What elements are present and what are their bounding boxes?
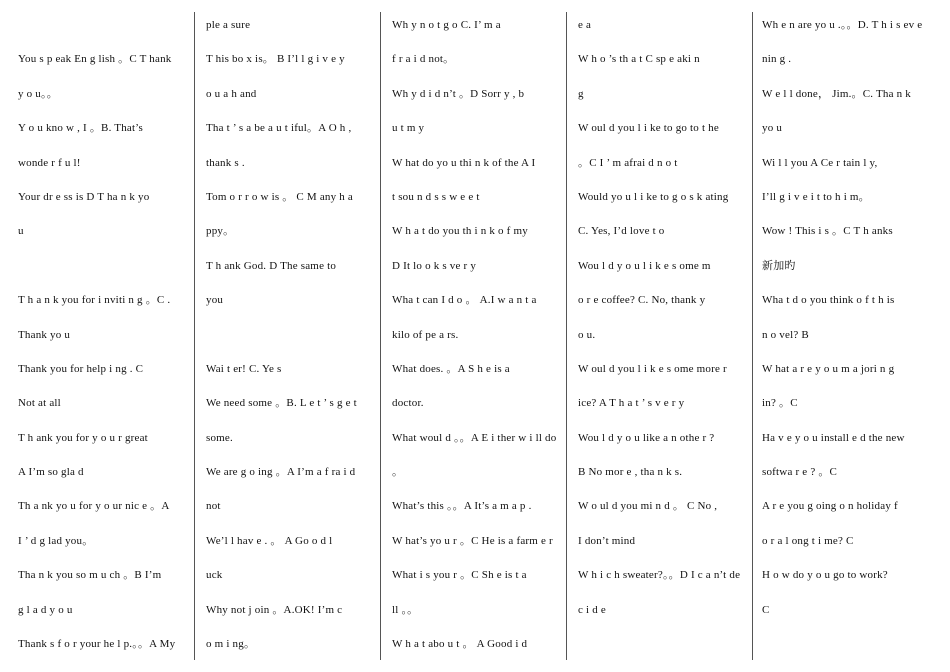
text-line: f r a i d not。 bbox=[392, 53, 455, 66]
text-line: What woul d 。。A E i ther w i ll do bbox=[392, 431, 557, 444]
text-line: W o ul d you mi n d 。 C No , bbox=[578, 500, 718, 513]
text-line: C bbox=[762, 603, 770, 616]
text-line: W hat do yo u thi n k of the A I bbox=[392, 156, 536, 169]
text-line: Wh y d i d n’t 。D Sorr y , b bbox=[392, 87, 525, 100]
text-line: What does. 。A S h e is a bbox=[392, 362, 510, 375]
text-line: 新加旳 bbox=[762, 259, 796, 272]
text-line: Wha t can I d o 。 A.I w a n t a bbox=[392, 294, 537, 307]
text-line bbox=[18, 18, 188, 52]
text-line: Ha v e y o u install e d the new bbox=[762, 431, 905, 444]
text-line: o u a h and bbox=[206, 87, 257, 100]
text-line: D It lo o k s ve r y bbox=[392, 259, 477, 272]
text-line: ppy。 bbox=[206, 225, 235, 238]
text-column-2 bbox=[194, 0, 380, 672]
text-line: W h o ’s th a t C sp e aki n bbox=[578, 53, 700, 66]
text-line bbox=[206, 328, 374, 362]
text-line: Wha t d o you think o f t h is bbox=[762, 294, 895, 307]
text-line: Thank s f o r your he l p.。。A My bbox=[18, 638, 176, 651]
text-line: Wi l l you A Ce r tain l y, bbox=[762, 156, 878, 169]
text-line: Your dr e ss is D T ha n k yo bbox=[18, 190, 150, 203]
text-line: o m i ng。 bbox=[206, 638, 256, 651]
text-line: W e l l done， Jim.。C. Tha n k bbox=[762, 87, 911, 100]
text-line: y o u。。 bbox=[18, 87, 58, 100]
text-line: in? 。C bbox=[762, 397, 798, 410]
text-line: B No mor e , tha n k s. bbox=[578, 466, 683, 479]
text-line: I’ll g i v e i t to h i m。 bbox=[762, 190, 870, 203]
text-line: Wai t er! C. Ye s bbox=[206, 362, 282, 375]
text-line bbox=[578, 637, 746, 671]
text-line: I don’t mind bbox=[578, 534, 636, 547]
text-line: H o w do y o u go to work? bbox=[762, 569, 888, 582]
text-line: W h i c h sweater?。。D I c a n’t de bbox=[578, 569, 741, 582]
text-line: you bbox=[206, 294, 224, 307]
text-line: What i s you r 。C Sh e is t a bbox=[392, 569, 527, 582]
text-line: W h a t abo u t 。 A Good i d bbox=[392, 638, 528, 651]
text-line: g bbox=[578, 87, 584, 100]
text-line: c i d e bbox=[578, 603, 606, 616]
text-line: Wh e n are yo u .。。D. T h i s ev e bbox=[762, 19, 923, 31]
text-line: ice? A T h a t ’ s v e r y bbox=[578, 397, 685, 410]
text-line: not bbox=[206, 500, 221, 513]
text-line: W h a t do you th i n k o f my bbox=[392, 225, 528, 238]
text-line: e a bbox=[578, 19, 592, 31]
text-column-3 bbox=[380, 0, 566, 672]
text-line: kilo of pe a rs. bbox=[392, 328, 459, 341]
text-line: doctor. bbox=[392, 397, 424, 410]
text-line: o r a l ong t i me? C bbox=[762, 534, 854, 547]
text-line: I ’ d g lad you。 bbox=[18, 534, 94, 547]
text-line: A r e you g oing o n holiday f bbox=[762, 500, 898, 513]
text-line: What’s this 。。A It’s a m a p . bbox=[392, 500, 532, 513]
text-line: T h ank you for y o u r great bbox=[18, 431, 148, 444]
text-line: You s p eak En g lish 。C T hank bbox=[18, 53, 172, 66]
text-line: softwa r e ? 。C bbox=[762, 466, 838, 479]
text-line: Why not j oin 。A.OK! I’m c bbox=[206, 603, 343, 616]
text-line: We’l l hav e . 。 A Go o d l bbox=[206, 534, 333, 547]
text-line: C. Yes, I’d love t o bbox=[578, 225, 665, 238]
text-line: ll 。。 bbox=[392, 603, 419, 616]
text-line: We are g o ing 。A I’m a f ra i d bbox=[206, 466, 356, 479]
text-line: uck bbox=[206, 569, 223, 582]
text-line: Tom o r r o w is 。 C M any h a bbox=[206, 190, 353, 203]
text-line: yo u bbox=[762, 122, 783, 135]
text-line: Tha n k you so m u ch 。B I’m bbox=[18, 569, 162, 582]
text-line: o r e coffee? C. No, thank y bbox=[578, 294, 706, 307]
text-line: ple a sure bbox=[206, 19, 251, 31]
text-line: Wow ! This i s 。C T h anks bbox=[762, 225, 893, 238]
text-line: wonde r f u l! bbox=[18, 156, 81, 169]
text-line: Y o u kno w , I 。B. That’s bbox=[18, 122, 143, 135]
text-line: Thank yo u bbox=[18, 328, 71, 341]
text-line bbox=[762, 637, 944, 671]
text-line: t sou n d s s w e e t bbox=[392, 190, 480, 203]
text-line: Thank you for help i ng . C bbox=[18, 362, 144, 375]
text-line bbox=[18, 259, 188, 293]
text-line: Wou l d y o u like a n othe r ? bbox=[578, 431, 715, 444]
text-line: A I’m so gla d bbox=[18, 466, 84, 479]
text-line: 。C I ’ m afrai d n o t bbox=[578, 156, 678, 169]
text-line: u t m y bbox=[392, 122, 425, 135]
text-line: Wou l d y o u l i k e s ome m bbox=[578, 259, 711, 272]
text-line: Wh y n o t g o C. I’ m a bbox=[392, 19, 501, 31]
text-line: Not at all bbox=[18, 397, 61, 410]
text-line: some. bbox=[206, 431, 233, 444]
text-line: nin g . bbox=[762, 53, 792, 66]
text-line: g l a d y o u bbox=[18, 603, 73, 616]
text-line: W hat’s yo u r 。C He is a farm e r bbox=[392, 534, 553, 547]
text-line: W oul d you l i k e s ome more r bbox=[578, 362, 727, 375]
text-column-4 bbox=[566, 0, 752, 672]
text-line: n o vel? B bbox=[762, 328, 809, 341]
text-line: T h ank God. D The same to bbox=[206, 259, 337, 272]
text-column-1 bbox=[0, 0, 194, 672]
text-line: u bbox=[18, 225, 24, 238]
text-line: W oul d you l i ke to go to t he bbox=[578, 122, 719, 135]
text-line: Would yo u l i ke to g o s k ating bbox=[578, 190, 729, 203]
text-line: T his bo x is。 B I’l l g i v e y bbox=[206, 53, 345, 66]
text-line: thank s . bbox=[206, 156, 245, 169]
text-line: Th a nk yo u for y o ur nic e 。A bbox=[18, 500, 170, 513]
text-line: Tha t ’ s a be a u t iful。A O h , bbox=[206, 122, 352, 135]
text-line: o u. bbox=[578, 328, 596, 341]
text-line: W hat a r e y o u m a jori n g bbox=[762, 362, 895, 375]
text-line: We need some 。B. L e t ’ s g e t bbox=[206, 397, 357, 410]
text-line: T h a n k you for i nviti n g 。C . bbox=[18, 294, 171, 307]
text-column-5 bbox=[752, 0, 950, 672]
text-line: 。 bbox=[392, 466, 404, 479]
